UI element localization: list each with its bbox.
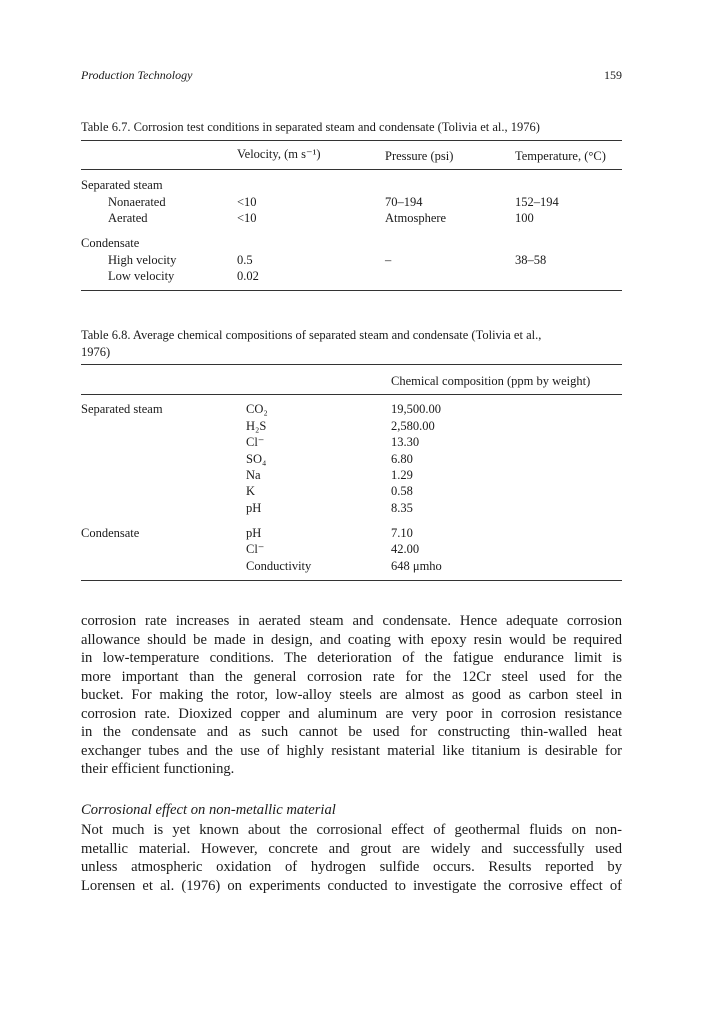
- col-header-velocity: Velocity, (m s⁻¹): [237, 147, 321, 161]
- cell-velocity: <10: [237, 211, 257, 225]
- text-line: Not much is yet known about the corrosional effect of geothermal fluids on non-: [81, 822, 622, 838]
- value-cell: 6.80: [391, 452, 413, 466]
- table-6-8-caption: Table 6.8. Average chemical compositions of separated steam and condensate (Tolivia et al.,: [81, 328, 542, 342]
- col-header-composition: Chemical composition (ppm by weight): [391, 374, 591, 388]
- table-6-8-caption-cont: 1976): [81, 345, 111, 359]
- group-label-condensate: Condensate: [81, 526, 140, 540]
- table-6-7-caption: Table 6.7. Corrosion test conditions in separated steam and condensate (Tolivia et al., 1976): [81, 120, 540, 134]
- cell-velocity: <10: [237, 195, 257, 209]
- value-cell: 42.00: [391, 542, 420, 556]
- text-line: corrosion rate. Dioxized copper and aluminum are very poor in corrosion resistance: [81, 705, 622, 722]
- table-6-7-header-rule: [81, 169, 622, 170]
- value-cell: 2,580.00: [391, 419, 435, 433]
- species-cell: K: [246, 484, 256, 498]
- text-line: exchanger tubes and the use of highly resistant material like titanium is desirable for: [81, 742, 622, 759]
- col-header-pressure: Pressure (psi): [385, 149, 454, 163]
- table-6-8-bottom-rule: [81, 580, 622, 581]
- species-cell: Na: [246, 468, 261, 482]
- species-cell: H₂S: [246, 419, 267, 433]
- row-label: High velocity: [108, 253, 177, 267]
- cell-velocity: 0.5: [237, 253, 253, 267]
- table-6-7-top-rule: [81, 140, 622, 141]
- group-label-separated-steam: Separated steam: [81, 178, 163, 192]
- text-line: their efficient functioning.: [81, 761, 235, 777]
- species-cell: CO₂: [246, 402, 268, 416]
- cell-pressure: 70–194: [385, 195, 423, 209]
- row-label: Nonaerated: [108, 195, 166, 209]
- species-cell: Conductivity: [246, 559, 312, 573]
- table-6-8-header-rule: [81, 394, 622, 395]
- species-cell: pH: [246, 526, 262, 540]
- section-subheading: Corrosional effect on non-metallic material: [81, 802, 336, 818]
- text-line: in the condensate and as such cannot be used for constructing thin-walled heat: [81, 724, 622, 740]
- col-header-temperature: Temperature, (°C): [515, 149, 606, 163]
- running-header-title: Production Technology: [81, 68, 193, 82]
- value-cell: 1.29: [391, 468, 413, 482]
- species-cell: pH: [246, 501, 262, 515]
- text-line: metallic material. However, concrete and grout are widely and successfully used: [81, 840, 622, 857]
- cell-velocity: 0.02: [237, 269, 259, 283]
- text-line: allowance should be made in design, and coating with epoxy resin would be required: [81, 631, 622, 648]
- value-cell: 648 μmho: [391, 559, 442, 573]
- text-line: in low-temperature conditions. The deterioration of the fatigue endurance limit is: [81, 650, 622, 666]
- body-paragraph: [81, 821, 622, 895]
- text-line: Lorensen et al. (1976) on experiments conducted to investigate the corrosive effect of: [81, 877, 622, 894]
- value-cell: 8.35: [391, 501, 413, 515]
- group-label-condensate: Condensate: [81, 236, 140, 250]
- value-cell: 7.10: [391, 526, 413, 540]
- value-cell: 19,500.00: [391, 402, 441, 416]
- page-number: 159: [604, 68, 622, 82]
- table-6-7-bottom-rule: [81, 290, 622, 291]
- cell-temperature: 38–58: [515, 253, 547, 267]
- text-line: more important than the general corrosion rate for the 12Cr steel used for the: [81, 668, 622, 685]
- group-label-separated-steam: Separated steam: [81, 402, 163, 416]
- row-label: Aerated: [108, 211, 148, 225]
- cell-temperature: 152–194: [515, 195, 559, 209]
- cell-pressure: Atmosphere: [385, 211, 447, 225]
- species-cell: Cl⁻: [246, 542, 265, 556]
- text-line: corrosion rate increases in aerated steam and condensate. Hence adequate corrosion: [81, 613, 622, 629]
- text-line: bucket. For making the rotor, low-alloy steels are almost as good as carbon steel in: [81, 687, 622, 703]
- species-cell: SO₄: [246, 452, 267, 466]
- body-paragraph: [81, 612, 622, 779]
- row-label: Low velocity: [108, 269, 175, 283]
- value-cell: 13.30: [391, 435, 420, 449]
- cell-temperature: 100: [515, 211, 534, 225]
- value-cell: 0.58: [391, 484, 413, 498]
- table-6-8-top-rule: [81, 364, 622, 365]
- species-cell: Cl⁻: [246, 435, 265, 449]
- cell-pressure: –: [385, 253, 392, 267]
- text-line: unless atmospheric oxidation of hydrogen sulfide occurs. Results reported by: [81, 859, 622, 875]
